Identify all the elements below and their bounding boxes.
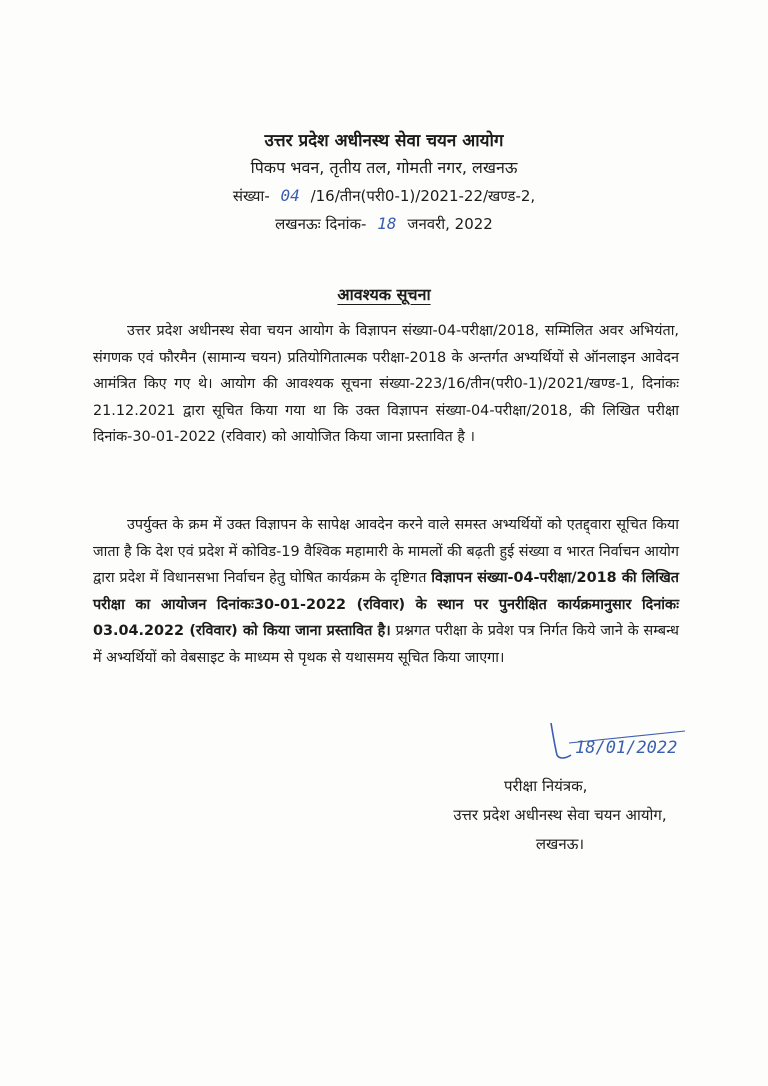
org-name: उत्तर प्रदेश अधीनस्थ सेवा चयन आयोग	[264, 131, 504, 151]
designation: परीक्षा नियंत्रक,	[504, 777, 588, 795]
paragraph-2-start: उपर्युक्त के क्रम में उक्त विज्ञापन के सापेक्ष आवदेन करने वाले समस्त अभ्यर्थियों को एतद्द्वारा सूचित किया जाता है कि देश एवं प्रदेश में कोविड-19 वैश्विक महामारी के मामलों की बढ़ती हुई संख्या व भारत निर्वाचन आयोग द्वारा प्रदेश में विधानसभा निर्वाचन हेतु घोषित कार्यक्रम के दृष्टिगत	[93, 517, 679, 586]
date-day-handwritten: 18	[377, 214, 397, 233]
paragraph-2	[93, 512, 679, 671]
paragraph-2-bold: विज्ञापन संख्या-04-परीक्षा/2018 की लिखित परीक्षा का आयोजन दिनांकः30-01-2022 (रविवार) के स्थान पर पुनरीक्षित कार्यक्रमानुसार दिनांकः 03.04.2022 (रविवार) को किया जाना प्रस्तावित है।	[93, 570, 679, 639]
date-suffix: जनवरी, 2022	[407, 215, 493, 233]
signature-block	[420, 772, 700, 859]
notice-title: आवश्यक सूचना	[337, 285, 431, 304]
org-address: पिकप भवन, तृतीय तल, गोमती नगर, लखनऊ	[250, 158, 518, 177]
date-prefix: लखनऊः दिनांक-	[275, 215, 367, 233]
ref-suffix: /16/तीन(परी0-1)/2021-22/खण्ड-2,	[310, 187, 536, 205]
signatory-city: लखनऊ।	[535, 835, 585, 853]
handwritten-signature-date	[545, 713, 695, 773]
signatory-organization: उत्तर प्रदेश अधीनस्थ सेवा चयन आयोग,	[453, 806, 667, 824]
letterhead	[0, 128, 768, 237]
handwritten-date: 18/01/2022	[575, 738, 678, 758]
paragraph-1: उत्तर प्रदेश अधीनस्थ सेवा चयन आयोग के विज्ञापन संख्या-04-परीक्षा/2018, सम्मिलित अवर अभियंता, संगणक एवं फौरमैन (सामान्य चयन) प्रतियोगितात्मक परीक्षा-2018 के अन्तर्गत अभ्यर्थियों से ऑनलाइन आवेदन आमंत्रित किए गए थे। आयोग की आवश्यक सूचना संख्या-223/16/तीन(परी0-1)/2021/खण्ड-1, दिनांकः 21.12.2021 द्वारा सूचित किया गया था कि उक्त विज्ञापन संख्या-04-परीक्षा/2018, की लिखित परीक्षा दिनांक-30-01-2022 (रविवार) को आयोजित किया जाना प्रस्तावित है ।	[93, 323, 679, 445]
ref-prefix: संख्या-	[232, 187, 270, 205]
issue-date	[0, 211, 768, 237]
ref-number-handwritten: 04	[280, 186, 300, 205]
paragraph-2-end: प्रश्नगत परीक्षा के प्रवेश पत्र निर्गत किये जाने के सम्बन्ध में अभ्यर्थियों को वेबसाइट के माध्यम से पृथक से यथासमय सूचित किया जाएगा।	[93, 623, 679, 666]
reference-number	[0, 183, 768, 209]
